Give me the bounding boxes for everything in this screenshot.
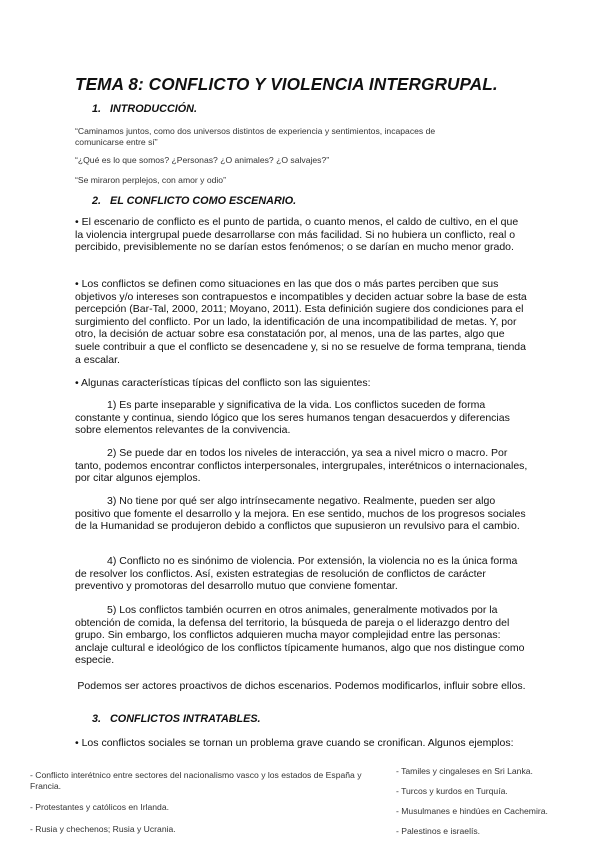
quote-1: “Caminamos juntos, como dos universos distintos de experiencia y sentimientos, incapaces de comunicarse entre sí”	[75, 126, 436, 147]
paragraph-intratables: • Los conflictos sociales se tornan un problema grave cuando se cronifican. Algunos ejemplos:	[75, 737, 514, 749]
section-title: INTRODUCCIÓN.	[110, 103, 197, 115]
paragraph-caracteristicas-intro: • Algunas características típicas del conflicto son las siguientes:	[75, 377, 371, 389]
example-right-2: - Turcos y kurdos en Turquía.	[396, 786, 508, 796]
section-heading-conflicto-escenario	[92, 195, 296, 207]
example-left-3: - Rusia y chechenos; Rusia y Ucrania.	[30, 824, 176, 834]
characteristic-item-1: 1) Es parte inseparable y significativa de la vida. Los conflictos suceden de forma constante y continua, siendo lógico que los seres humanos tengan desacuerdos y diferencias sobre elementos relevantes de la convivencia.	[75, 399, 510, 437]
example-right-1: - Tamiles y cingaleses en Sri Lanka.	[396, 766, 533, 776]
section-number: 3.	[92, 713, 102, 725]
section-number: 1.	[92, 103, 102, 115]
closing-statement: Podemos ser actores proactivos de dichos escenarios. Podemos modificarlos, influir sobre ellos.	[77, 680, 526, 692]
characteristic-item-2: 2) Se puede dar en todos los niveles de interacción, ya sea a nivel micro o macro. Por tanto, podemos encontrar conflictos interpersonales, intergrupales, interétnicos o internacionales, por citar algunos ejemplos.	[75, 447, 528, 485]
document-title: TEMA 8: CONFLICTO Y VIOLENCIA INTERGRUPAL.	[75, 74, 498, 94]
example-right-4: - Palestinos e israelís.	[396, 826, 481, 836]
characteristic-item-4: 4) Conflicto no es sinónimo de violencia. Por extensión, la violencia no es la única forma de resolver los conflictos. Así, existen estrategias de resolución de conflictos de carácter preventivo y promotoras del desarrollo mutuo que conviene fomentar.	[75, 555, 518, 593]
characteristic-item-3: 3) No tiene por qué ser algo intrínsecamente negativo. Realmente, pueden ser algo positivo que fomente el desarrollo y la mejora. En ese sentido, muchos de los progresos sociales de la Humanidad se produjeron debido a conflictos que supusieron un revulsivo para el cambio.	[75, 495, 526, 533]
section-number: 2.	[92, 195, 102, 207]
section-title: CONFLICTOS INTRATABLES.	[110, 713, 261, 725]
example-left-2: - Protestantes y católicos en Irlanda.	[30, 802, 170, 812]
example-left-1: - Conflicto interétnico entre sectores del nacionalismo vasco y los estados de España y Francia.	[30, 770, 362, 791]
characteristic-item-5: 5) Los conflictos también ocurren en otros animales, generalmente motivados por la obtención de comida, la defensa del territorio, la búsqueda de pareja o el liderazgo dentro del grupo. Sin embargo, los conflictos adquieren mucha mayor complejidad entre las personas: anclaje cultural e ideológico de los conflictos típicamente humanos, algo que nos distingue como especie.	[75, 604, 525, 667]
example-right-3: - Musulmanes e hindúes en Cachemira.	[396, 806, 548, 816]
paragraph-escenario: • El escenario de conflicto es el punto de partida, o cuanto menos, el caldo de cultivo, en el que la violencia intergrupal puede desarrollarse con más facilidad. Si no hubiera un conflicto, real o percibido, previsiblemente no se darían estos fenómenos; o se darían en mucho menor grado.	[75, 216, 519, 254]
section-heading-conflictos-intratables	[92, 713, 261, 725]
quote-2: “¿Qué es lo que somos? ¿Personas? ¿O animales? ¿O salvajes?”	[75, 155, 330, 165]
quote-3: “Se miraron perplejos, con amor y odio”	[75, 175, 226, 185]
paragraph-definicion: • Los conflictos se definen como situaciones en las que dos o más partes perciben que sus objetivos y/o intereses son contrapuestos e incompatibles y deciden actuar sobre la base de esta percepción (Bar-Tal, 2000, 2011; Moyano, 2011). Esta definición sugiere dos condiciones para el surgimiento del conflicto. Por un lado, la identificación de una incompatibilidad de metas. Y, por otro, la decisión de actuar sobre esa constatación por, al menos, una de las partes, algo que suele contribuir a que el conflicto se desencadene y, si no se resuelve de forma temprana, tienda a escalar.	[75, 278, 527, 366]
section-heading-introduccion	[92, 103, 197, 115]
section-title: EL CONFLICTO COMO ESCENARIO.	[110, 195, 297, 207]
